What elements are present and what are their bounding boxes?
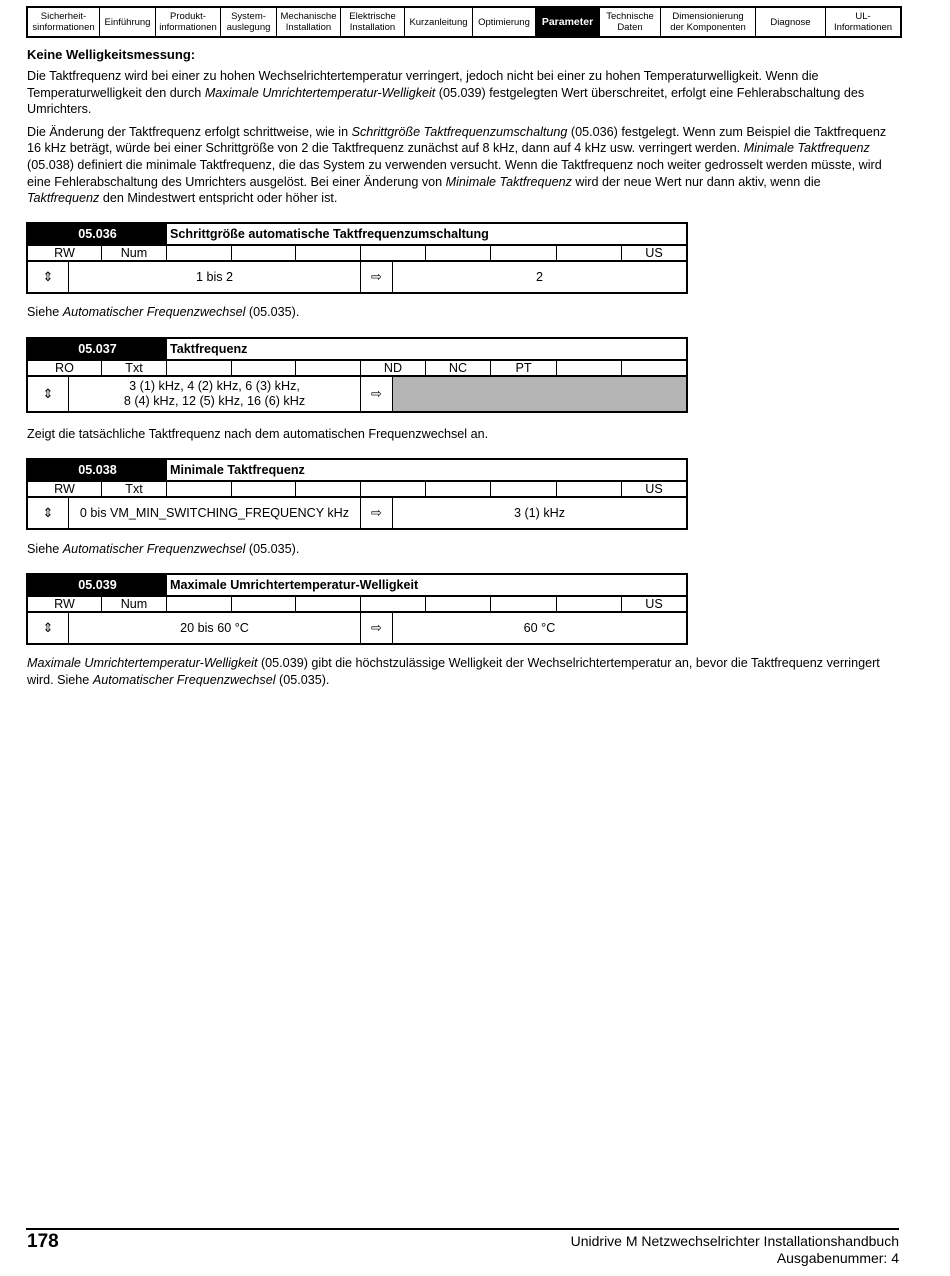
flag — [557, 597, 622, 611]
flag: Num — [102, 597, 167, 611]
flag — [491, 482, 557, 496]
flag — [361, 597, 426, 611]
flag — [296, 361, 361, 375]
tab-produktinformationen[interactable]: Produkt- informationen — [156, 8, 221, 36]
flag: Txt — [102, 361, 167, 375]
tab-optimierung[interactable]: Optimierung — [473, 8, 536, 36]
paragraph-2: Die Änderung der Taktfrequenz erfolgt schrittweise, wie in Schrittgröße Taktfrequenzumschaltung (05.036) festgelegt. Wenn zum Beispiel die Taktfrequenz 16 kHz beträgt, würde bei einer Schrittgröße von 2 die Taktfrequenz zunächst auf 8 kHz, dann auf 4 kHz usw. verringert werden. Minimale Taktfrequenz (05.038) definiert die minimale Taktfrequenz, die das System zu verwenden versucht. Wenn die Taktfrequenz noch weiter gedrosselt werden müsste, wird eine Fehlerabschaltung des Umrichters ausgelöst. Bei einer Änderung von Minimale Taktfrequenz wird der neue Wert nur dann aktiv, wenn die Taktfrequenz den Mindestwert entspricht oder höher ist. — [27, 124, 887, 206]
flag — [557, 482, 622, 496]
param-number: 05.038 — [28, 460, 167, 480]
tab-diagnose[interactable]: Diagnose — [756, 8, 826, 36]
flag — [622, 361, 686, 375]
param-table-05038 — [26, 458, 688, 530]
tab-systemauslegung[interactable]: System- auslegung — [221, 8, 277, 36]
param-number: 05.039 — [28, 575, 167, 595]
tab-mechanische-installation[interactable]: Mechanische Installation — [277, 8, 341, 36]
param-range: 0 bis VM_MIN_SWITCHING_FREQUENCY kHz — [69, 498, 361, 528]
flag — [557, 361, 622, 375]
flag: RW — [28, 482, 102, 496]
param-number: 05.036 — [28, 224, 167, 244]
flag — [167, 361, 232, 375]
param-title: Taktfrequenz — [170, 342, 248, 356]
flag: Txt — [102, 482, 167, 496]
right-arrow-icon: ⇨ — [361, 498, 393, 528]
paragraph-1: Die Taktfrequenz wird bei einer zu hohen Wechselrichtertemperatur verringert, jedoch nicht bei einer zu hohen Temperaturwelligkeit. Wenn die Temperaturwelligkeit den durch Maximale Umrichtertemperatur-Welligkeit (05.039) festgelegten Wert überschreitet, erfolgt eine Fehlerabschaltung des Umrichters. — [27, 69, 865, 117]
flag: RW — [28, 246, 102, 260]
up-down-arrow-icon: ⇕ — [28, 262, 69, 292]
right-arrow-icon: ⇨ — [361, 613, 393, 643]
section-heading: Keine Welligkeitsmessung: — [27, 47, 196, 62]
right-arrow-icon: ⇨ — [361, 377, 393, 411]
param-number: 05.037 — [28, 339, 167, 359]
chapter-nav — [26, 6, 902, 38]
flag: US — [645, 597, 663, 611]
intro-section — [27, 47, 895, 213]
param-range: 1 bis 2 — [69, 262, 361, 292]
flag: NC — [426, 361, 491, 375]
flag: RW — [28, 597, 102, 611]
footer-info — [571, 1233, 899, 1266]
issue-number: Ausgabenummer: 4 — [776, 1249, 899, 1266]
tab-einfuehrung[interactable]: Einführung — [100, 8, 156, 36]
flag — [296, 246, 361, 260]
param-title: Minimale Taktfrequenz — [170, 463, 305, 477]
tab-kurzanleitung[interactable]: Kurzanleitung — [405, 8, 473, 36]
flag — [232, 482, 296, 496]
flag: US — [645, 246, 663, 260]
tab-parameter[interactable]: Parameter — [536, 8, 600, 36]
flag: PT — [491, 361, 557, 375]
flag — [361, 482, 426, 496]
param-title: Maximale Umrichtertemperatur-Welligkeit — [170, 578, 419, 592]
document-title: Unidrive M Netzwechselrichter Installationshandbuch — [570, 1233, 899, 1249]
tab-technische-daten[interactable]: Technische Daten — [600, 8, 661, 36]
flag — [296, 482, 361, 496]
param-default-empty — [393, 377, 686, 411]
tab-sicherheitsinformationen[interactable]: Sicherheit- sinformationen — [28, 8, 100, 36]
right-arrow-icon: ⇨ — [361, 262, 393, 292]
flag — [167, 246, 232, 260]
flag — [491, 246, 557, 260]
footer-rule — [26, 1228, 899, 1230]
flag: Num — [102, 246, 167, 260]
param-range: 20 bis 60 °C — [69, 613, 361, 643]
param-default: 60 °C — [523, 621, 556, 635]
flag — [167, 597, 232, 611]
param-table-05036 — [26, 222, 688, 294]
param-note-05038: Siehe Automatischer Frequenzwechsel (05.035). — [27, 542, 300, 556]
param-note-05036: Siehe Automatischer Frequenzwechsel (05.035). — [27, 305, 300, 319]
flag — [232, 361, 296, 375]
flag: US — [645, 482, 663, 496]
tab-dimensionierung[interactable]: Dimensionierung der Komponenten — [661, 8, 756, 36]
flag — [426, 246, 491, 260]
flag — [557, 246, 622, 260]
param-note-05037: Zeigt die tatsächliche Taktfrequenz nach dem automatischen Frequenzwechsel an. — [27, 427, 489, 441]
flag — [296, 597, 361, 611]
up-down-arrow-icon: ⇕ — [28, 498, 69, 528]
flag — [491, 597, 557, 611]
tab-elektrische-installation[interactable]: Elektrische Installation — [341, 8, 405, 36]
flag — [361, 246, 426, 260]
param-table-05037 — [26, 337, 688, 413]
flag — [232, 597, 296, 611]
param-title: Schrittgröße automatische Taktfrequenzumschaltung — [170, 227, 489, 241]
param-note-05039: Maximale Umrichtertemperatur-Welligkeit (05.039) gibt die höchstzulässige Welligkeit der Wechselrichtertemperatur an, bevor die Taktfrequenz verringert wird. Siehe Automatischer Frequenzwechsel (05.035). — [27, 656, 880, 687]
flag: RO — [28, 361, 102, 375]
up-down-arrow-icon: ⇕ — [28, 613, 69, 643]
param-default: 2 — [535, 270, 543, 284]
tab-ul-informationen[interactable]: UL- Informationen — [833, 11, 893, 33]
param-default: 3 (1) kHz — [513, 506, 566, 520]
up-down-arrow-icon: ⇕ — [28, 377, 69, 411]
flag: ND — [361, 361, 426, 375]
param-table-05039 — [26, 573, 688, 645]
param-range: 3 (1) kHz, 4 (2) kHz, 6 (3) kHz, 8 (4) kHz, 12 (5) kHz, 16 (6) kHz — [69, 377, 361, 411]
flag — [426, 482, 491, 496]
flag — [232, 246, 296, 260]
flag — [426, 597, 491, 611]
flag — [167, 482, 232, 496]
page-number: 178 — [27, 1231, 59, 1252]
